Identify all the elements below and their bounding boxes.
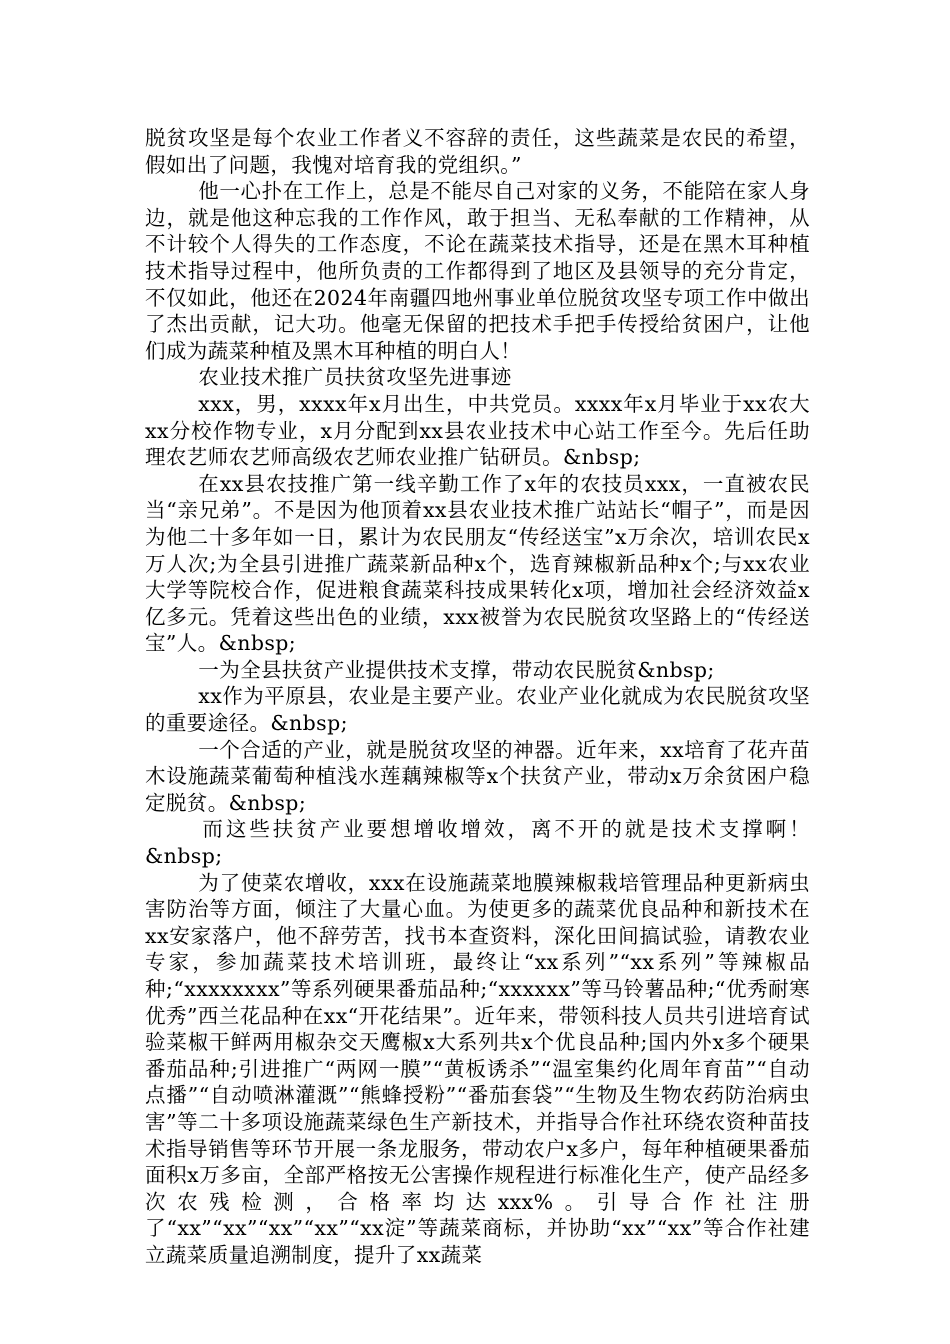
paragraph-agriculture: xx作为平原县，农业是主要产业。农业产业化就成为农民脱贫攻坚的重要途径。&nbsp; bbox=[145, 684, 810, 736]
paragraph-tech-needed: 而这些扶贫产业要想增收增效，离不开的就是技术支撑啊！&nbsp; bbox=[145, 817, 810, 869]
paragraph-continuation: 脱贫攻坚是每个农业工作者义不容辞的责任，这些蔬菜是农民的希望，假如出了问题，我愧对培育我的党组织。” bbox=[145, 126, 810, 177]
paragraph-industry: 一个合适的产业，就是脱贫攻坚的神器。近年来，xx培育了花卉苗木设施蔬菜葡萄种植浅水莲藕辣椒等x个扶贫产业，带动x万余贫困户稳定脱贫。&nbsp; bbox=[145, 737, 810, 815]
paragraph-profile: xxx，男，xxxx年x月出生，中共党员。xxxx年x月毕业于xx农大xx分校作物专业，x月分配到xx县农业技术中心站工作至今。先后任助理农艺师农艺师高级农艺师农业推广钻研员。&nbsp; bbox=[145, 391, 810, 470]
paragraph-dedication: 他一心扑在工作上，总是不能尽自己对家的义务，不能陪在家人身边，就是他这种忘我的工作作风，敢于担当、无私奉献的工作精神，从不计较个人得失的工作态度，不论在蔬菜技术指导，还是在黑木耳种植技术指导过程中，他所负责的工作都得到了地区及县领导的充分肯定，不仅如此，他还在2024年南疆四地州事业单位脱贫攻坚专项工作中做出了杰出贡献，记大功。他毫无保留的把技术手把手传授给贫困户，让他们成为蔬菜种植及黑木耳种植的明白人！ bbox=[145, 179, 810, 363]
paragraph-vegetable-work: 为了使菜农增收，xxx在设施蔬菜地膜辣椒栽培管理品种更新病虫害防治等方面，倾注了大量心血。为使更多的蔬菜优良品种和新技术在xx安家落户，他不辞劳苦，找书本查资料，深化田间搞试验，请教农业专家，参加蔬菜技术培训班，最终让“xx系列”“xx系列”等辣椒品种;“xxxxxxxx”等系列硬果番茄品种;“xxxxxx”等马铃薯品种;“优秀耐寒优秀”西兰花品种在xx“开花结果”。近年来，带领科技人员共引进培育试验菜椒干鲜两用椒杂交天鹰椒x大系列共x个优良品种;国内外x多个硬果番茄品种;引进推广“两网一膜”“黄板诱杀”“温室集约化周年育苗”“自动点播”“自动喷淋灌溉”“熊蜂授粉”“番茄套袋”“生物及生物农药防治病虫害”等二十多项设施蔬菜绿色生产新技术，并指导合作社环绕农资种苗技术指导销售等环节开展一条龙服务，带动农户x多户，每年种植硬果番茄面积x万多亩，全部严格按无公害操作规程进行标准化生产，使产品经多次农残检测，合格率均达xxx%。引导合作社注册了“xx”“xx”“xx”“xx”“xx淀”等蔬菜商标，并协助“xx”“xx”等合作社建立蔬菜质量追溯制度，提升了xx蔬菜 bbox=[145, 870, 810, 1267]
section-heading: 农业技术推广员扶贫攻坚先进事迹 bbox=[198, 365, 512, 390]
paragraph-achievements: 在xx县农技推广第一线辛勤工作了x年的农技员xxx，一直被农民当“亲兄弟”。不是因为他顶着xx县农业技术推广站站长“帽子”，而是因为他二十多年如一日，累计为农民朋友“传经送宝”x万余次，培训农民x万人次;为全县引进推广蔬菜新品种x个，选育辣椒新品种x个;与xx农业大学等院校合作，促进粮食蔬菜科技成果转化x项，增加社会经济效益x亿多元。凭着这些出色的业绩，xxx被誉为农民脱贫攻坚路上的“传经送宝”人。&nbsp; bbox=[145, 471, 810, 656]
document-body bbox=[145, 125, 810, 1269]
subheading-tech-support: 一为全县扶贫产业提供技术支撑，带动农民脱贫&nbsp; bbox=[198, 657, 715, 682]
